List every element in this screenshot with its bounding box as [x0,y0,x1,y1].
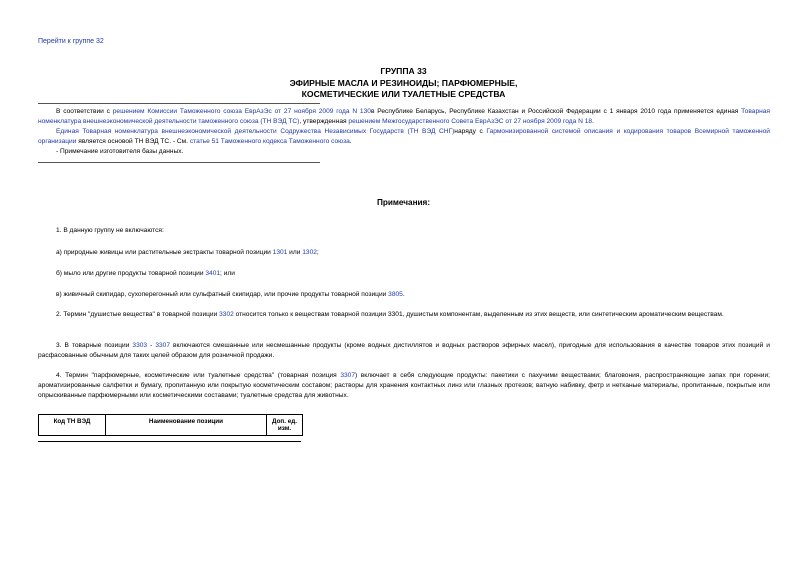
intro-text: . [592,117,594,125]
customs-union-decision-130-link[interactable]: решением Комиссии Таможенного союза ЕврАзЭс от 27 ноября 2009 года N 130 [112,108,371,115]
note-1: 1. В данную группу не включаются: [56,227,164,234]
group-number: ГРУППА 33 [380,66,427,76]
harmonized-system-link[interactable]: Гармонизированной системой описания и кодирования товаров Всемирной таможенной организации [38,128,770,145]
note-text: или [287,249,303,256]
intro-text: . [349,137,352,145]
intro-text: в Республике Беларусь, Республике Казахстан и Российской Федерации с 1 января 2010 года применяется единая [370,108,742,115]
note-text: включаются смешанные или несмешанные продукты (кроме водных дистиллятов и водных растворов эфирных масел), пригодные для использования в качестве товаров этих позиций и расфасованные обычным для таких целей образом для розничной продажи. [38,342,770,359]
group-title-line-2: КОСМЕТИЧЕСКИЕ ИЛИ ТУАЛЕТНЫЕ СРЕДСТВА [301,89,506,99]
note-text: относится только к веществам товарной позиции 3301, душистым компонентам, выделенным из этих веществ, или синтетическим ароматическим веществам. [233,311,724,318]
note-text: 3. В товарные позиции [56,342,133,349]
heading-3307-link[interactable]: 3307 [155,342,171,349]
note-text: . [402,291,405,298]
col-unit-header-line-1: Доп. ед. [272,418,297,425]
intro-text: наряду с [454,128,487,135]
group-title-line-1: ЭФИРНЫЕ МАСЛА И РЕЗИНОИДЫ; ПАРФЮМЕРНЫЕ, [289,77,518,88]
note-text: а) природные живицы или растительные экстракты товарной позиции [56,249,273,256]
heading-3303-link[interactable]: 3303 [132,342,148,349]
intro-top-rule [38,103,320,104]
note-text: - [147,342,156,349]
tn-ved-sng-link[interactable]: Единая Товарная номенклатура внешнеэкономической деятельности Содружества Независимых Государств (ТН ВЭД СНГ) [56,128,455,135]
note-3 [38,341,770,361]
note-text: 4. Термин "парфюмерные, косметические или туалетные средства" (товарная позиция [56,372,341,379]
intro-paragraph-2 [38,127,770,147]
note-text: б) мыло или другие продукты товарной позиции [56,270,206,277]
table-header-row [39,415,303,436]
note-text: 2. Термин "душистые вещества" в товарной позиции [56,311,220,318]
heading-3307-link[interactable]: 3307 [340,372,355,379]
customs-code-article-51-link[interactable]: статье 51 Таможенного кодекса Таможенного союза [189,137,350,145]
notes-heading: Примечания: [376,198,431,207]
intro-text: В соответствии с [56,108,113,115]
note-text: ) включает в себя следующие продукты: пакетики с пахучими веществами; благовония, распространяющие запах при горении; ароматизированные салфетки и бумагу, пропитанную или покрытую косметическим составом; растворы для хранения контактных линз или глазных протезов; ватную набивку, фетр и нетканые материалы, пропитанные, покрытые или опрыскиванные парфюмерными или косметическими составами; туалетные средства для животных. [38,372,770,399]
note-text: ; или [220,270,235,277]
col-code-header: Код ТН ВЭД [39,415,106,436]
note-1a [56,248,319,258]
heading-3401-link[interactable]: 3401 [205,270,221,277]
heading-3805-link[interactable]: 3805 [388,291,403,298]
col-unit-header-line-2: изм. [277,425,292,432]
group-title [0,66,807,101]
note-1v [56,290,405,300]
interstate-council-decision-18-link[interactable]: решением Межгосударственного Совета ЕврАзЭС от 27 ноября 2009 года N 18 [348,117,593,125]
intro-bottom-rule [38,162,320,163]
intro-paragraph-1 [38,107,770,127]
col-name-header: Наименование позиции [106,415,267,436]
heading-3302-link[interactable]: 3302 [219,311,234,318]
note-1b [56,269,235,279]
database-note: - Примечание изготовителя базы данных. [56,148,184,155]
heading-1301-link[interactable]: 1301 [272,249,288,256]
note-text: в) живичный скипидар, сухоперегонный или сульфатный скипидар, или прочие продукты товарной позиции [56,291,389,298]
intro-text: является основой ТН ВЭД ТС. - См. [76,137,190,145]
intro-text: , утвержденная [299,117,349,125]
heading-1302-link[interactable]: 1302 [302,249,317,256]
col-unit-header [267,415,303,436]
table-row-divider [38,441,301,442]
note-4 [38,371,770,400]
go-to-group-32-link[interactable]: Перейти к группе 32 [38,38,104,45]
tn-ved-ts-link[interactable]: Товарная номенклатура внешнеэкономической деятельности таможенного союза (ТН ВЭД ТС) [38,108,770,125]
note-2 [38,310,770,320]
codes-table [38,414,303,436]
note-text: ; [316,249,319,256]
